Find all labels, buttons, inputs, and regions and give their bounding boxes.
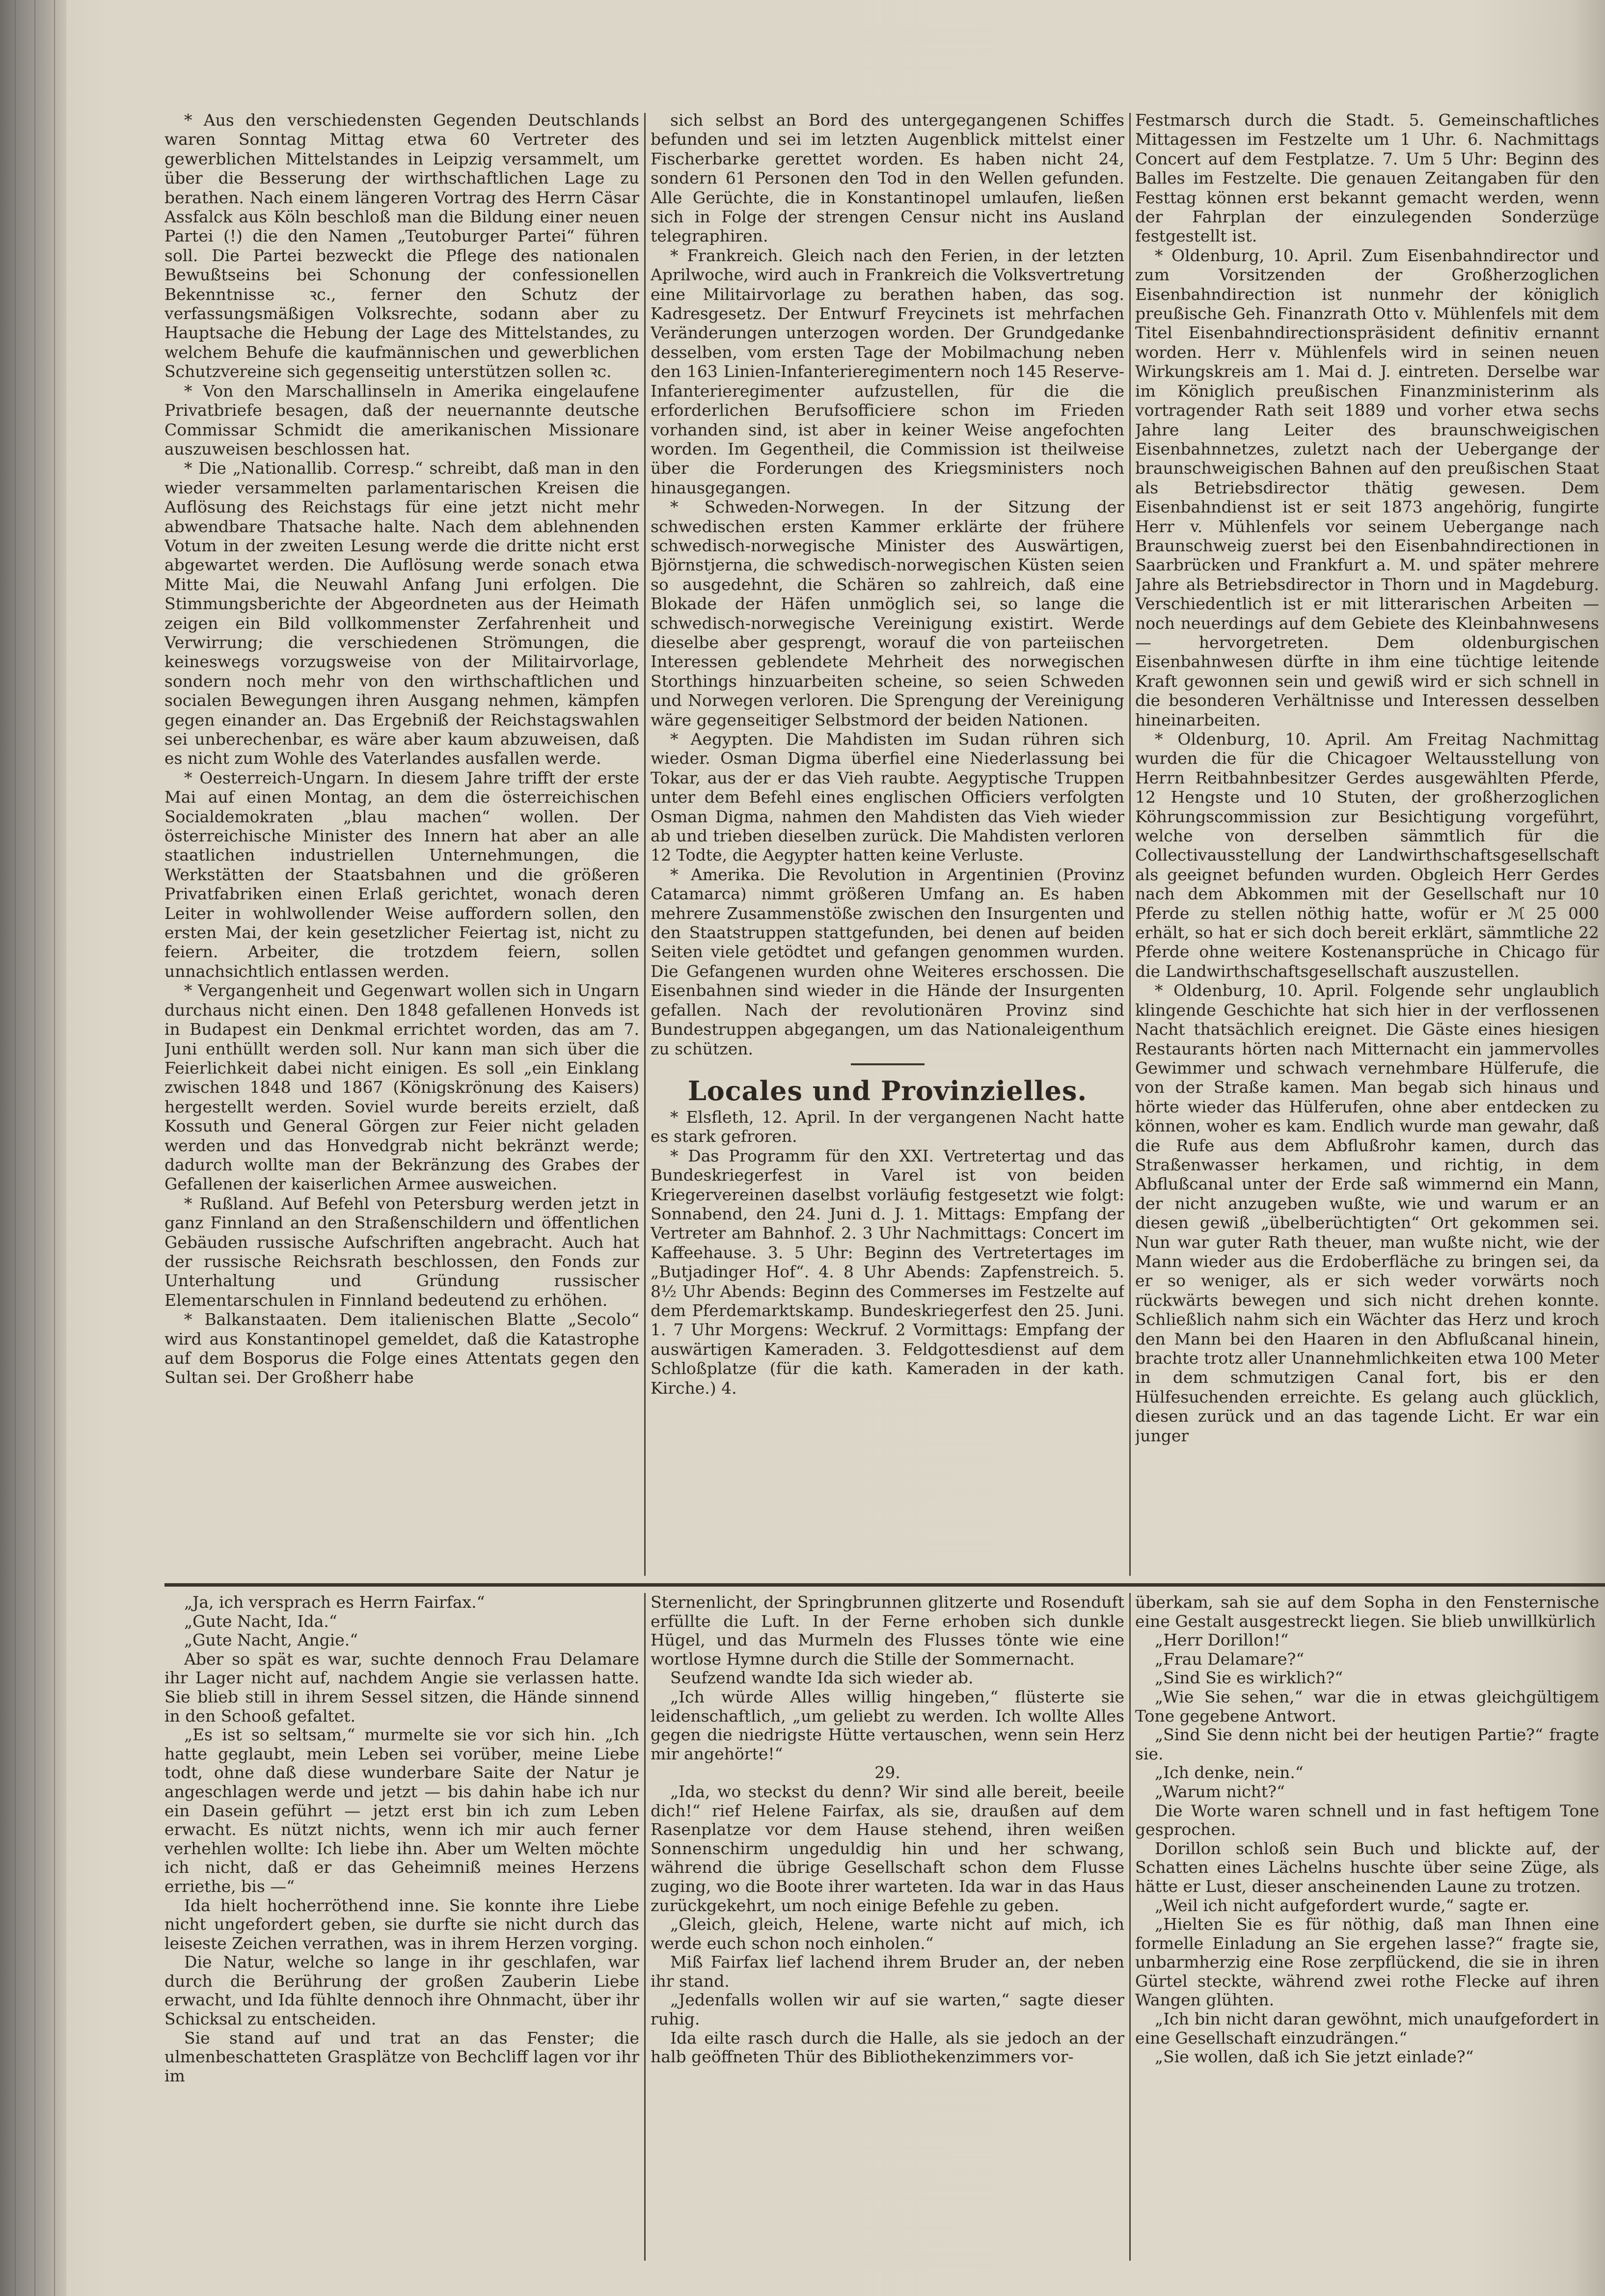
article: * Oldenburg, 10. April. Folgende sehr unglaublich klingende Geschichte hat sich hier in der verflossenen Nacht thatsächlich ereignet. Die Gäste eines hiesigen Restaurants hörten nach Mitternacht ein jammervolles Gewimmer und schwach vernehmbare Hülferufe, die von der Straße kamen. Man begab sich hinaus und hörte wieder das Hülferufen, ohne aber entdecken zu können, woher es kam. Endlich wurde man gewahr, daß die Rufe aus dem Abflußrohr kamen, durch das Straßenwasser herkamen, und richtig, in dem Abflußcanal unter der Erde saß wimmernd ein Mann, der nicht anzugeben wußte, wie und warum er an diesen gewiß „übelberüchtigten“ Ort gekommen sei. Nun war guter Rath theuer, man wußte nicht, wie der Mann wieder aus die Erdoberfläche zu bringen sei, da er so weniger, als er sich weder vorwärts noch rückwärts bewegen und sich nicht drehen konnte. Schließlich nahm sich ein Wächter das Herz und kroch den Mann bei den Haaren in den Abflußcanal hinein, brachte trotz aller Unannehmlichkeiten etwa 100 Meter in dem schmutzigen Canal fort, bis er den Hülfesuchenden erreichte. Es gelang auch glücklich, diesen zurück und an das tagende Licht. Er war ein junger bbox=[1135, 981, 1599, 1445]
article: * Aegypten. Die Mahdisten im Sudan rühren sich wieder. Osman Digma überfiel eine Niederlassung bei Tokar, aus der er das Vieh raubte. Aegyptische Truppen unter dem Befehl eines englischen Officiers verfolgten Osman Digma, nahmen den Mahdisten das Vieh wieder ab und trieben dieselben zurück. Die Mahdisten verloren 12 Todte, die Aegypter hatten keine Verluste. bbox=[651, 729, 1124, 865]
paragraph: Ida eilte rasch durch die Halle, als sie jedoch an der halb geöffneten Thür des Bibliothekenzimmers vor- bbox=[651, 2028, 1124, 2067]
paragraph: Die Worte waren schnell und in fast heftigem Tone gesprochen. bbox=[1135, 1801, 1599, 1839]
article: Festmarsch durch die Stadt. 5. Gemeinschaftliches Mittagessen im Festzelte um 1 Uhr. 6. Nachmittags Concert auf dem Festplatze. 7. Um 5 Uhr: Beginn des Balles im Festzelte. Die genauen Zeitangaben für den Festtag können erst bekannt gemacht werden, wenn der Fahrplan der einzulegenden Sonderzüge festgestellt ist. bbox=[1135, 110, 1599, 246]
article: * Das Programm für den XXI. Vertretertag und das Bundeskriegerfest in Varel ist von beiden Kriegervereinen daselbst vorläufig festgesetzt wie folgt: Sonnabend, den 24. Juni d. J. 1. Mittags: Empfang der Vertreter am Bahnhof. 2. 3 Uhr Nachmittags: Concert im Kaffeehause. 3. 5 Uhr: Beginn des Vertretertages im „Butjadinger Hof“. 4. 8 Uhr Abends: Zapfenstreich. 5. 8½ Uhr Abends: Beginn des Commerses im Festzelte auf dem Pferdemarktskamp. Bundeskriegerfest den 25. Juni. 1. 7 Uhr Morgens: Weckruf. 2 Vormittags: Empfang der auswärtigen Kameraden. 3. Feldgottesdienst auf dem Schloßplatze (für die kath. Kameraden in der kath. Kirche.) 4. bbox=[651, 1146, 1124, 1398]
paragraph: „Warum nicht?“ bbox=[1155, 1782, 1285, 1801]
news-column-3 bbox=[1135, 110, 1599, 1576]
paragraph: „Frau Delamare?“ bbox=[1155, 1649, 1305, 1669]
column-rule bbox=[644, 113, 646, 1576]
paragraph: „Sind Sie denn nicht bei der heutigen Partie?“ fragte sie. bbox=[1135, 1725, 1599, 1763]
paragraph: Seufzend wandte Ida sich wieder ab. bbox=[670, 1668, 974, 1688]
article: * Amerika. Die Revolution in Argentinien (Provinz Catamarca) nimmt größeren Umfang an. Es haben mehrere Zusammenstöße zwischen den Insurgenten und den Staatstruppen stattgefunden, bei denen auf beiden Seiten viele getödtet und gefangen genommen wurden. Die Gefangenen wurden ohne Weiteres erschossen. Die Eisenbahnen sind wieder in die Hände der Insurgenten gefallen. Nach der revolutionären Provinz sind Bundestruppen abgegangen, um das Nationaleigenthum zu schützen. bbox=[651, 864, 1124, 1058]
book-spine bbox=[0, 0, 66, 2296]
paragraph: „Ida, wo steckst du denn? Wir sind alle bereit, beeile dich!“ rief Helene Fairfax, als sie, draußen auf dem Rasenplatze vor dem Hause stehend, ihren weißen Sonnenschirm ungeduldig hin und her schwang, während die übrige Gesellschaft schon dem Flusse zuging, wo die Boote ihrer warteten. Ida war in das Haus zurückgekehrt, um noch einige Befehle zu geben. bbox=[651, 1782, 1124, 1915]
article: * Vergangenheit und Gegenwart wollen sich in Ungarn durchaus nicht einen. Den 1848 gefallenen Honveds ist in Budapest ein Denkmal errichtet worden, das am 7. Juni enthüllt werden soll. Nur kann man sich über die Feierlichkeit dabei nicht einigen. Es soll „ein Einklang zwischen 1848 und 1867 (Königskrönung des Kaisers) hergestellt werden. Soviel wurde bereits erzielt, daß Kossuth und General Görgen zur Feier nicht geladen werden und das Honvedgrab nicht bekränzt werde; dadurch wollte man der Bekränzung des Grabes der Gefallenen der kaiserlichen Armee ausweichen. bbox=[164, 981, 639, 1194]
feuilleton-separator bbox=[164, 1583, 1605, 1587]
article: sich selbst an Bord des untergegangenen Schiffes befunden und sei im letzten Augenblick mittelst einer Fischerbarke gerettet worden. Es haben nicht 24, sondern 61 Personen den Tod in den Wellen gefunden. Alle Gerüchte, die in Konstantinopel umlaufen, ließen sich in Folge der strengen Censur nicht ins Ausland telegraphiren. bbox=[651, 110, 1124, 246]
paragraph: „Hielten Sie es für nöthig, daß man Ihnen eine formelle Einladung an Sie ergehen lasse?“ fragte sie, unbarmherzig eine Rose zerpflückend, die sie in ihren Gürtel steckte, während zwei rothe Flecke auf ihren Wangen glühten. bbox=[1135, 1915, 1599, 2010]
paragraph: Sternenlicht, der Springbrunnen glitzerte und Rosenduft erfüllte die Luft. In der Ferne erhoben sich dunkle Hügel, und das Murmeln des Flusses tönte wie eine wortlose Hymne durch die Stille der Sommernacht. bbox=[651, 1593, 1124, 1669]
spine-edge bbox=[34, 0, 35, 2296]
article: * Die „Nationallib. Corresp.“ schreibt, daß man in den wieder versammelten parlamentarischen Kreisen die Auflösung des Reichstags für eine jetzt nicht mehr abwendbare Thatsache halte. Nach dem ablehnenden Votum in der zweiten Lesung werde die dritte nicht erst abgewartet werden. Die Auflösung werde sonach etwa Mitte Mai, die Neuwahl Anfang Juni erfolgen. Die Stimmungsberichte der Abgeordneten aus der Heimath zeigen ein Bild vollkommenster Zerfahrenheit und Verwirrung; die verschiedenen Strömungen, die keineswegs vorzugsweise von der Militairvorlage, sondern noch mehr von den wirthschaftlichen und socialen Bewegungen ihren Ausgang nehmen, kämpfen gegen einander an. Das Ergebniß der Reichstagswahlen sei unberechenbar, es wäre aber kaum abzuweisen, daß es nicht zum Wohle des Vaterlandes ausfallen werde. bbox=[164, 459, 639, 768]
paragraph: Ida hielt hocherröthend inne. Sie konnte ihre Liebe nicht ungefordert geben, sie durfte sie nicht durch das leiseste Zeichen verrathen, was in ihrem Herzen vorging. bbox=[164, 1895, 639, 1953]
paragraph: überkam, sah sie auf dem Sopha in den Fensternische eine Gestalt ausgestreckt liegen. Sie blieb unwillkürlich bbox=[1135, 1593, 1599, 1631]
section-heading: Locales und Provinzielles. bbox=[687, 1075, 1088, 1107]
paragraph: „Wie Sie sehen,“ war die in etwas gleichgültigem Tone gegebene Antwort. bbox=[1135, 1687, 1599, 1726]
paragraph: „Ich denke, nein.“ bbox=[1155, 1763, 1304, 1783]
paragraph: „Gute Nacht, Angie.“ bbox=[184, 1630, 358, 1650]
paragraph: Dorillon schloß sein Buch und blickte auf, der Schatten eines Lächelns huschte über seine Züge, als hätte er Lust, dieser anscheinenden Laune zu trotzen. bbox=[1135, 1838, 1599, 1896]
feuilleton-column-2 bbox=[651, 1593, 1124, 2261]
article: * Oldenburg, 10. April. Am Freitag Nachmittag wurden die für die Chicagoer Weltausstellung von Herrn Reitbahnbesitzer Gerdes ausgewählten Pferde, 12 Hengste und 10 Stuten, der großherzoglichen Köhrungscommission zur Besichtigung vorgeführt, welche von derselben sämmtlich für die Collectivausstellung der Landwirthschaftsgesellschaft als geeignet befunden wurden. Obgleich Herr Gerdes nach dem Abkommen mit der Gesellschaft nur 10 Pferde zu stellen nöthig hatte, wofür er ℳ 25 000 erhält, so hat er sich doch bereit erklärt, sämmtliche 22 Pferde ohne weitere Kostenansprüche in Chicago für die Landwirthschaftsgesellschaft auszustellen. bbox=[1135, 729, 1599, 981]
paragraph: „Jedenfalls wollen wir auf sie warten,“ sagte dieser ruhig. bbox=[651, 1990, 1124, 2029]
news-column-2 bbox=[651, 110, 1124, 1576]
paragraph: „Gute Nacht, Ida.“ bbox=[184, 1611, 337, 1631]
spine-edge bbox=[15, 0, 16, 2296]
paragraph: „Ich würde Alles willig hingeben,“ flüsterte sie leidenschaftlich, „um geliebt zu werden. Ich wollte Alles gegen die niedrigste Hütte vertauschen, wenn sein Herz mir angehörte!“ bbox=[651, 1687, 1124, 1763]
paragraph: „Es ist so seltsam,“ murmelte sie vor sich hin. „Ich hatte geglaubt, mein Leben sei vorüber, meine Liebe todt, ohne daß diese wunderbare Saite der Natur je angeschlagen werde und jetzt — bis dahin habe ich nur ein Dasein geführt — jetzt erst bin ich zum Leben erwacht. Es nützt nichts, wenn ich mir auch ferner verhehlen wollte: Ich liebe ihn. Aber um Welten möchte ich nicht, daß er das Geheimniß meines Herzens erriethe, bis —“ bbox=[164, 1725, 639, 1896]
feuilleton-column-1 bbox=[164, 1593, 639, 2261]
article: * Aus den verschiedensten Gegenden Deutschlands waren Sonntag Mittag etwa 60 Vertreter des gewerblichen Mittelstandes in Leipzig versammelt, um über die Besserung der wirthschaftlichen Lage zu berathen. Nach einem längeren Vortrag des Herrn Cäsar Assfalck aus Köln beschloß man die Bildung einer neuen Partei (!) die den Namen „Teutoburger Partei“ führen soll. Die Partei bezweckt die Pflege des nationalen Bewußtseins bei Schonung der confessionellen Bekenntnisse ꝛc., ferner den Schutz der verfassungsmäßigen Volksrechte, sodann aber zu Hauptsache die Hebung der Lage des Mittelstandes, zu welchem Behufe die kaufmännischen und gewerblichen Schutzvereine sich gegenseitig unterstützen sollen ꝛc. bbox=[164, 110, 639, 381]
column-rule bbox=[1129, 1593, 1131, 2261]
paragraph: Aber so spät es war, suchte dennoch Frau Delamare ihr Lager nicht auf, nachdem Angie sie verlassen hatte. Sie blieb still in ihrem Sessel sitzen, die Hände sinnend in den Schooß gefaltet. bbox=[164, 1649, 639, 1726]
paragraph: Die Natur, welche so lange in ihr geschlafen, war durch die Berührung der großen Zauberin Liebe erwacht, und Ida fühlte dennoch ihre Ohnmacht, über ihr Schicksal zu entscheiden. bbox=[164, 1952, 639, 2029]
paragraph: „Sie wollen, daß ich Sie jetzt einlade?“ bbox=[1155, 2047, 1474, 2067]
article: * Von den Marschallinseln in Amerika eingelaufene Privatbriefe besagen, daß der neuernannte deutsche Commissar Schmidt die amerikanischen Missionare auszuweisen beschlossen hat. bbox=[164, 381, 639, 459]
paragraph: „Herr Dorillon!“ bbox=[1155, 1630, 1289, 1650]
article: * Oldenburg, 10. April. Zum Eisenbahndirector und zum Vorsitzenden der Großherzoglichen Eisenbahndirection ist nunmehr der königlich preußische Geh. Finanzrath Otto v. Mühlenfels mit dem Titel Eisenbahndirectionspräsident definitiv ernannt worden. Herr v. Mühlenfels wird in seinen neuen Wirkungskreis am 1. Mai d. J. eintreten. Derselbe war im Königlich preußischen Finanzministerinm als vortragender Rath seit 1889 und vorher etwa sechs Jahre lang Leiter des braunschweigischen Eisenbahnnetzes, zuletzt nach der Uebergange der braunschweigischen Bahnen auf den preußischen Staat als Betriebsdirector thätig gewesen. Dem Eisenbahndienst ist er seit 1873 angehörig, fungirte Herr v. Mühlenfels vor seinem Uebergange nach Braunschweig zuerst bei den Eisenbahndirectionen in Saarbrücken und Frankfurt a. M. und später mehrere Jahre als Betriebsdirector in Thorn und in Magdeburg. Verschiedentlich ist er mit litterarischen Arbeiten — noch neuerdings auf dem Gebiete des Kleinbahnwesens — hervorgetreten. Dem oldenburgischen Eisenbahnwesen dürfte in ihm eine tüchtige leitende Kraft gewonnen sein und gewiß wird er sich schnell in die besonderen Verhältnisse und Interessen desselben hineinarbeiten. bbox=[1135, 245, 1599, 729]
feuilleton-column-3 bbox=[1135, 1593, 1599, 2261]
paragraph: Sie stand auf und trat an das Fenster; die ulmenbeschatteten Grasplätze von Bechcliff lagen vor ihr im bbox=[164, 2028, 639, 2085]
spine-edge bbox=[54, 0, 55, 2296]
paragraph: „Ja, ich versprach es Herrn Fairfax.“ bbox=[184, 1593, 485, 1612]
paragraph: „Weil ich nicht aufgefordert wurde,“ sagte er. bbox=[1155, 1895, 1530, 1915]
article: * Rußland. Auf Befehl von Petersburg werden jetzt in ganz Finnland an den Straßenschildern und öffentlichen Gebäuden russische Aufschriften angebracht. Auch hat der russische Reichsrath beschlossen, den Fonds zur Unterhaltung und Gründung russischer Elementarschulen in Finnland bedeutend zu erhöhen. bbox=[164, 1193, 639, 1310]
article: * Frankreich. Gleich nach den Ferien, in der letzten Aprilwoche, wird auch in Frankreich die Volksvertretung eine Militairvorlage zu berathen haben, das sog. Kadresgesetz. Der Entwurf Freycinets ist mehrfachen Veränderungen unterzogen worden. Der Grundgedanke desselben, vom ersten Tage der Mobilmachung neben den 163 Linien-Infanterieregimentern noch 145 Reserve-Infanterieregimenter aufzustellen, für die die erforderlichen Berufsofficiere schon im Frieden vorhanden sind, ist aber in keiner Weise angefochten worden. Im Gegentheil, die Commission ist theilweise über die Forderungen des Kriegsministers noch hinausgegangen. bbox=[651, 245, 1124, 497]
paragraph: „Sind Sie es wirklich?“ bbox=[1155, 1668, 1343, 1688]
paragraph: „Gleich, gleich, Helene, warte nicht auf mich, ich werde euch schon noch einholen.“ bbox=[651, 1915, 1124, 1953]
article: * Schweden-Norwegen. In der Sitzung der schwedischen ersten Kammer erklärte der frühere schwedisch-norwegische Minister des Auswärtigen, Björnstjerna, die schwedisch-norwegischen Küsten seien so ausgedehnt, die Schären so zahlreich, daß eine Blokade der Häfen unmöglich sei, so lange die schwedisch-norwegische Vereinigung existirt. Werde dieselbe aber gesprengt, worauf die von parteiischen Interessen geblendete Mehrheit des norwegischen Storthings hinzuarbeiten scheine, so seien Schweden und Norwegen verloren. Die Sprengung der Vereinigung wäre gegenseitiger Selbstmord der beiden Nationen. bbox=[651, 497, 1124, 729]
paragraph: „Ich bin nicht daran gewöhnt, mich unaufgefordert in eine Gesellschaft einzudrängen.“ bbox=[1135, 2009, 1599, 2048]
article: * Elsfleth, 12. April. In der vergangenen Nacht hatte es stark gefroren. bbox=[651, 1107, 1124, 1146]
column-rule bbox=[644, 1593, 646, 2261]
chapter-number: 29. bbox=[874, 1763, 900, 1783]
article: * Oesterreich-Ungarn. In diesem Jahre trifft der erste Mai auf einen Montag, an dem die österreichischen Socialdemokraten „blau machen“ wollen. Der österreichische Minister des Innern hat aber an alle staatlichen industriellen Unternehmungen, die Werkstätten der Staatsbahnen und die größeren Privatfabriken einen Erlaß gerichtet, wonach deren Leiter in wohlwollender Weise auffordern sollen, den ersten Mai, der kein gesetzlicher Feiertag ist, nicht zu feiern. Arbeiter, die trotzdem feiern, sollen unnachsichtlich entlassen werden. bbox=[164, 768, 639, 981]
section-rule bbox=[851, 1063, 925, 1065]
column-rule bbox=[1129, 113, 1131, 1576]
paragraph: Miß Fairfax lief lachend ihrem Bruder an, der neben ihr stand. bbox=[651, 1952, 1124, 1991]
article: * Balkanstaaten. Dem italienischen Blatte „Secolo“ wird aus Konstantinopel gemeldet, daß die Katastrophe auf dem Bosporus die Folge eines Attentats gegen den Sultan sei. Der Großherr habe bbox=[164, 1310, 639, 1387]
news-column-1 bbox=[164, 110, 639, 1576]
